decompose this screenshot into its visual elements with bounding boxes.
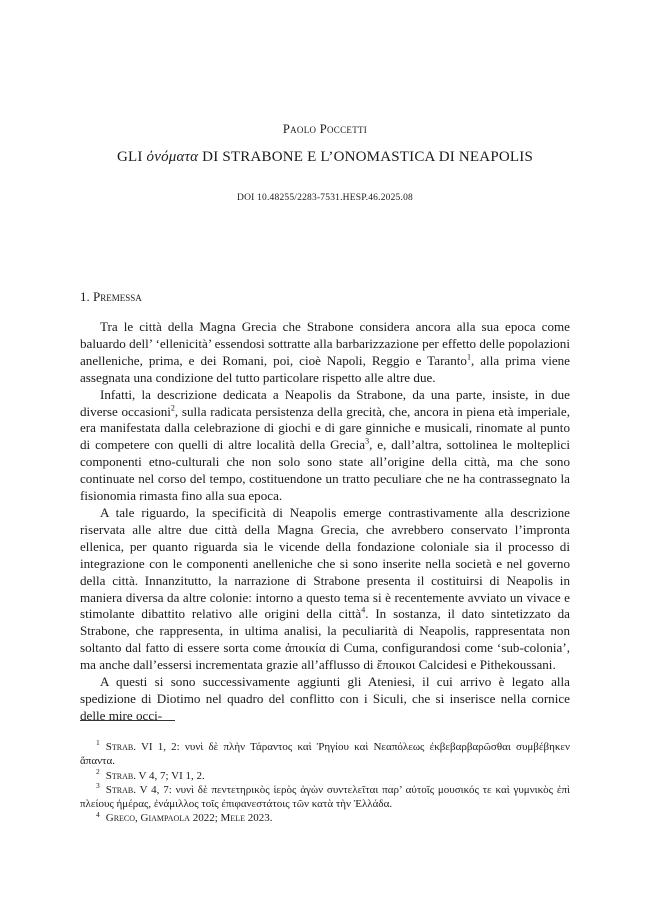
footnote-text-2: 2023. bbox=[244, 812, 273, 825]
paragraph-3 bbox=[80, 505, 570, 674]
paragraph-1-text-a: Tra le città della Magna Grecia che Strabone considera ancora alla sua epoca come baluardo dell’ ‘ellenicità’ essendosi sottratte alla barbarizzazione per effetto delle popolazioni anelleniche, prima, e dei Romani, poi, cioè Napoli, Reggio e Taranto bbox=[80, 319, 570, 368]
section-number: 1. bbox=[80, 289, 93, 304]
footnote-number: 2 bbox=[96, 766, 100, 776]
footnote-ref-4[interactable]: 4 bbox=[361, 606, 366, 616]
footnote-ref-2[interactable]: 2 bbox=[170, 403, 175, 413]
paragraph-1 bbox=[80, 319, 570, 387]
body-text bbox=[80, 319, 570, 725]
footnote-ref-3[interactable]: 3 bbox=[365, 436, 370, 446]
footnote-source: Strab. bbox=[105, 783, 136, 796]
footnote-4 bbox=[80, 811, 570, 825]
footnote-text: V 4, 7: νυνὶ δὲ πεντετηρικὸς ἱερὸς ἀγὼν συντελεῖται παρ’ αὐτοῖς μουσικός τε καὶ γυμνικὸς ἐπὶ πλείους ἡμέρας, ἐνάμιλλος τοῖς ἐπιφανεστάτοις τῶν κατὰ τὴν Ἑλλάδα. bbox=[80, 783, 570, 811]
title-prefix: GLI bbox=[116, 149, 147, 165]
paragraph-1-text-b: , alla prima viene assegnata una condizione del tutto particolare rispetto alle altre due. bbox=[80, 352, 570, 385]
paragraph-4: A questi si sono successivamente aggiunti gli Ateniesi, il cui arrivo è legato alla spedizione di Diotimo nel quadro del conflitto con i Siculi, che si inserisce nella cornice delle mire occi- bbox=[80, 674, 570, 723]
footnote-text: VI 1, 2: νυνὶ δὲ πλὴν Τάραντος καὶ Ῥηγίου καὶ Νεαπόλεως ἐκβεβαρβαρῶσθαι συμβέβηκεν ἅπαντα. bbox=[80, 741, 570, 768]
footnote-number: 1 bbox=[96, 738, 100, 748]
title-greek-word: ὀνόματα bbox=[146, 149, 199, 165]
article-title bbox=[0, 149, 650, 166]
footnote-ref-1[interactable]: 1 bbox=[466, 352, 471, 362]
footnote-2 bbox=[80, 766, 570, 783]
footnote-source-2: Mele bbox=[220, 812, 245, 825]
footnote-text: 2022; bbox=[189, 812, 221, 825]
footnote-source: Strab. bbox=[105, 769, 136, 782]
paragraph-2-text-a: Infatti, la descrizione dedicata a Neapolis da Strabone, da una parte, insiste, in due diverse occasioni bbox=[80, 386, 570, 419]
paragraph-2-text-b: , sulla radicata persistenza della grecità, che, ancora in piena età imperiale, era manifestata dalla celebrazione di giochi e di gare ginniche e musicali, rinomate al punto di competere con quelli di altre località della Grecia bbox=[80, 403, 570, 453]
paragraph-3-text-a: A tale riguardo, la specificità di Neapolis emerge contrastivamente alla descrizione riservata alle altre due città della Magna Grecia, che avrebbero conservato l’impronta ellenica, per quanto riguarda sia le vicende della fondazione coloniale sia il processo di integrazione con le componenti anelleniche che si sono inserite nella società e nel governo della città. Innanzitutto, la narrazione di Strabone presenta il costituirsi di Neapolis in maniera diversa da altre colonie: intorno a questo tema si è recentemente avviato un vivace e stimolante dibattito relativo alle origini della città bbox=[80, 504, 570, 622]
paragraph-2-text-c: , e, dall’altra, sottolinea le molteplici componenti etno-culturali che non solo sono state all’origine della città, ma che sono continuate nel corso del tempo, costituendone un tratto peculiare che ne ha contrassegnato la fisionomia rimasta fino alla sua epoca. bbox=[80, 437, 570, 504]
doi-line: DOI 10.48255/2283-7531.HESP.46.2025.08 bbox=[237, 193, 413, 203]
footnote-1 bbox=[80, 740, 570, 769]
footnote-3 bbox=[80, 783, 570, 812]
paragraph-3-text-b: . In sostanza, il dato sintetizzato da Strabone, che rappresenta, in ultima analisi, la peculiarità di Neapolis, rappresentata non soltanto dal fatto di essere sorta come ἀποικία di Cuma, configurandosi come ‘sub-colonia’, ma anche dall’essersi incrementata grazie all’afflusso di ἔποικοι Calcidesi e Pithekoussani. bbox=[80, 606, 570, 673]
section-title: Premessa bbox=[93, 289, 142, 304]
author-name: Paolo Poccetti bbox=[282, 122, 368, 136]
section-heading bbox=[80, 289, 142, 305]
footnote-number: 4 bbox=[96, 809, 100, 819]
footnote-source: Greco, Giampaola bbox=[105, 812, 190, 825]
footnote-source: Strab. bbox=[105, 741, 136, 753]
title-suffix: DI STRABONE E L’ONOMASTICA DI NEAPOLIS bbox=[198, 149, 533, 165]
footnote-text: V 4, 7; VI 1, 2. bbox=[135, 769, 205, 782]
paragraph-2 bbox=[80, 387, 570, 505]
footnote-divider bbox=[80, 720, 175, 721]
footnote-number: 3 bbox=[96, 781, 100, 791]
footnotes bbox=[80, 740, 570, 826]
